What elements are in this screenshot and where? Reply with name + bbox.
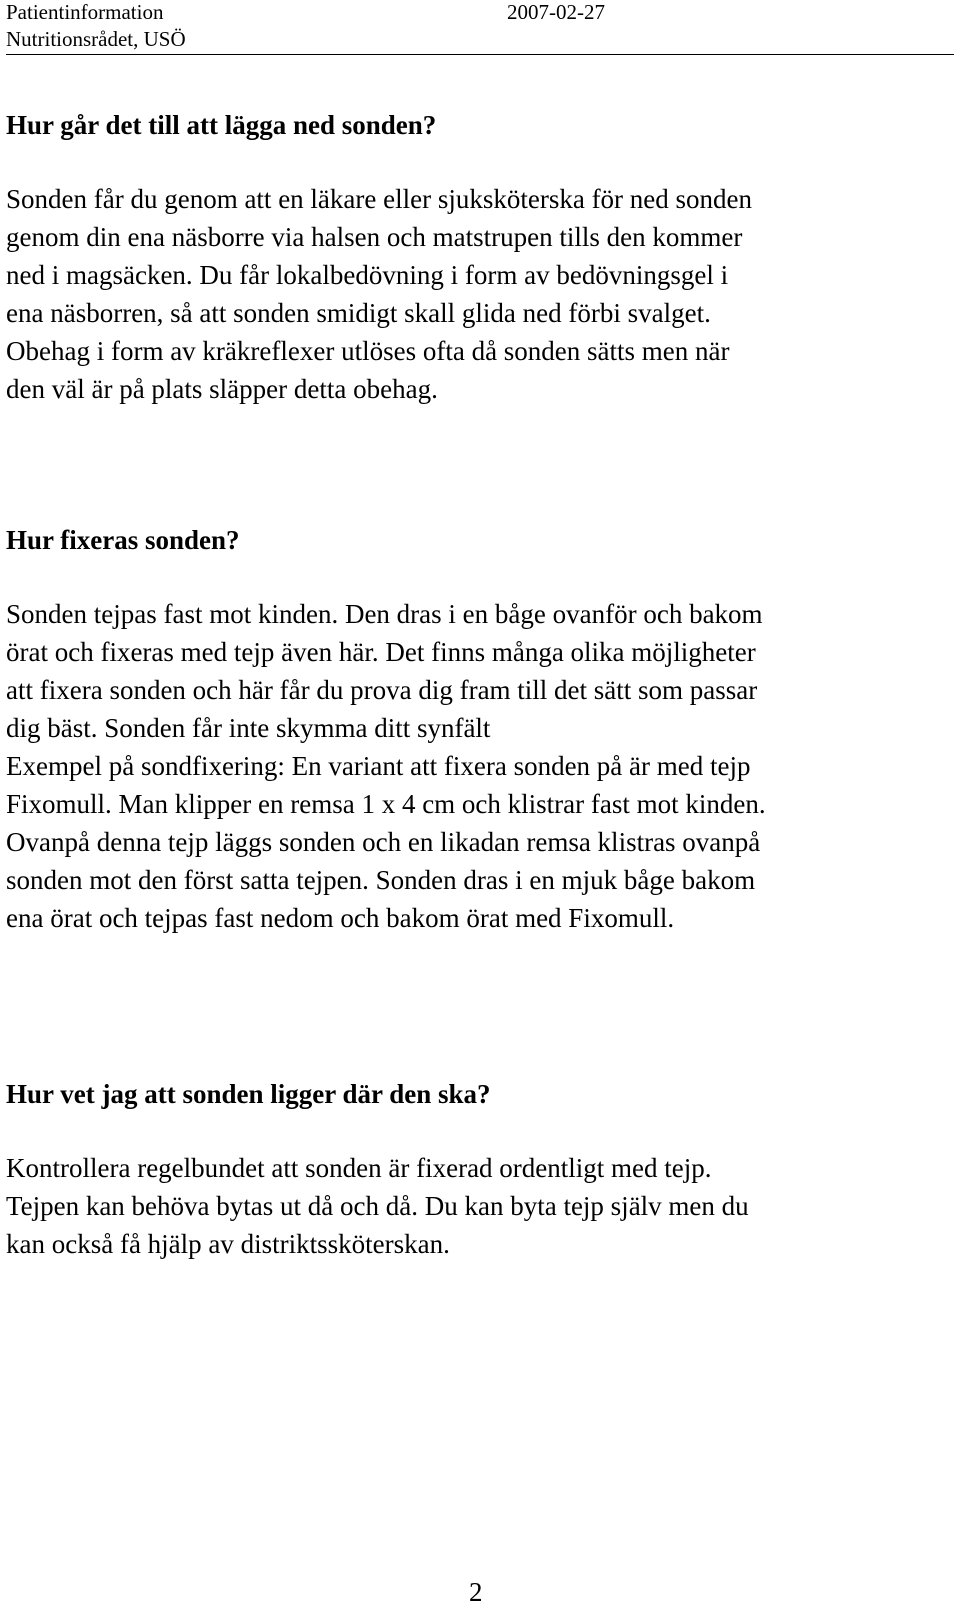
paragraph-line: ena näsborren, så att sonden smidigt skall glida ned förbi svalget.	[6, 298, 711, 328]
paragraph-line: kan också få hjälp av distriktssköterskan.	[6, 1229, 450, 1259]
header-date: 2007-02-27	[507, 0, 605, 24]
section-heading: Hur fixeras sonden?	[6, 525, 240, 555]
paragraph-line: Sonden tejpas fast mot kinden. Den dras i en båge ovanför och bakom	[6, 599, 763, 629]
paragraph-line: Tejpen kan behöva bytas ut då och då. Du kan byta tejp själv men du	[6, 1191, 749, 1221]
paragraph-line: sonden mot den först satta tejpen. Sonden dras i en mjuk båge bakom	[6, 865, 756, 895]
paragraph-line: Exempel på sondfixering: En variant att fixera sonden på är med tejp	[6, 751, 751, 781]
page-number: 2	[469, 1577, 483, 1607]
paragraph-line: att fixera sonden och här får du prova dig fram till det sätt som passar	[6, 675, 758, 705]
paragraph-line: Sonden får du genom att en läkare eller sjuksköterska för ned sonden	[6, 184, 753, 214]
paragraph-line: Obehag i form av kräkreflexer utlöses ofta då sonden sätts men när	[6, 336, 730, 366]
paragraph-line: den väl är på plats släpper detta obehag.	[6, 374, 438, 404]
paragraph-line: ena örat och tejpas fast nedom och bakom örat med Fixomull.	[6, 903, 675, 933]
paragraph-line: örat och fixeras med tejp även här. Det finns många olika möjligheter	[6, 637, 756, 667]
paragraph-line: genom din ena näsborre via halsen och matstrupen tills den kommer	[6, 222, 743, 252]
section-heading: Hur vet jag att sonden ligger där den ska?	[6, 1079, 491, 1109]
header-divider	[6, 54, 954, 55]
paragraph-line: Kontrollera regelbundet att sonden är fixerad ordentligt med tejp.	[6, 1153, 712, 1183]
paragraph-line: ned i magsäcken. Du får lokalbedövning i form av bedövningsgel i	[6, 260, 729, 290]
page-header	[6, 0, 954, 56]
section-heading: Hur går det till att lägga ned sonden?	[6, 110, 437, 140]
paragraph-line: dig bäst. Sonden får inte skymma ditt synfält	[6, 713, 491, 743]
paragraph-line: Ovanpå denna tejp läggs sonden och en likadan remsa klistras ovanpå	[6, 827, 761, 857]
header-title: Patientinformation	[6, 0, 164, 24]
paragraph-line: Fixomull. Man klipper en remsa 1 x 4 cm och klistrar fast mot kinden.	[6, 789, 766, 819]
header-organization: Nutritionsrådet, USÖ	[6, 27, 186, 51]
